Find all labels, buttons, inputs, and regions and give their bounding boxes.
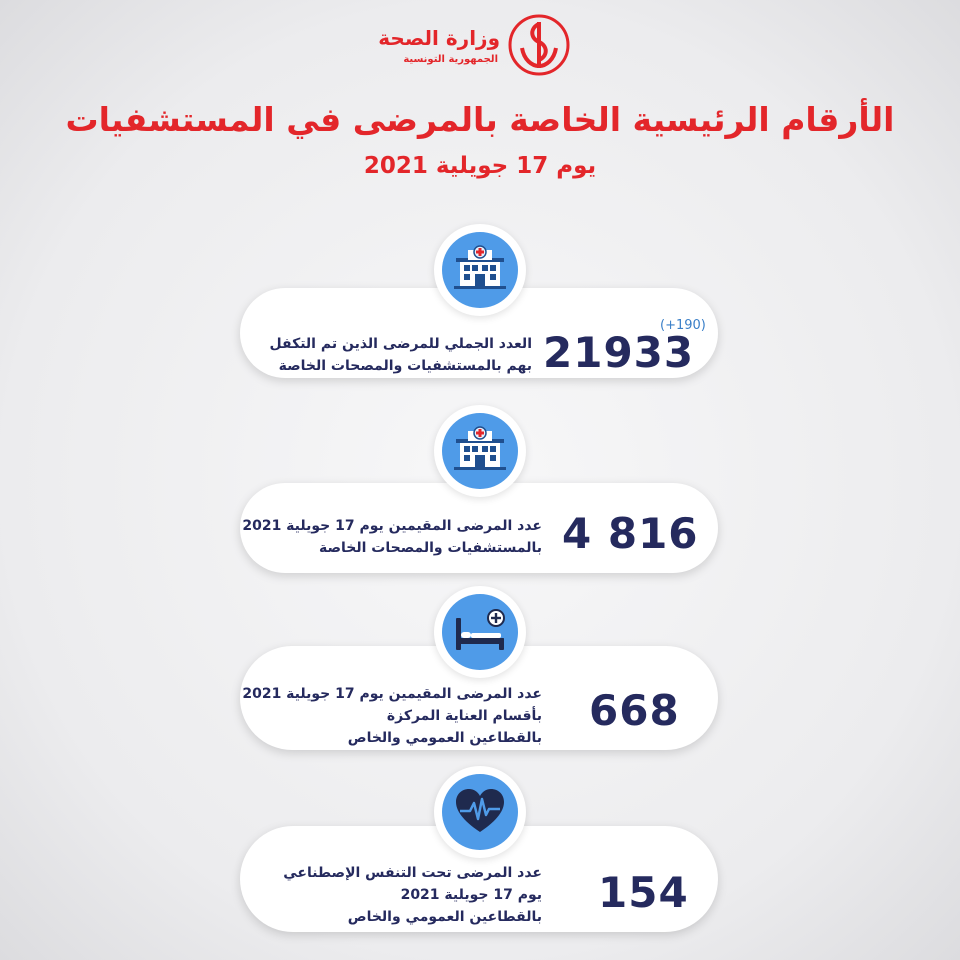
hospital-icon xyxy=(442,232,518,308)
ministry-logo xyxy=(378,12,570,82)
stat-label-icu: عدد المرضى المقيمين يوم 17 جويلية 2021 بأقسام العناية المركزة بالقطاعين العمومي والخاص xyxy=(242,686,542,746)
hospital-bed-icon xyxy=(442,594,518,670)
stat-value-icu: 668 xyxy=(589,686,680,735)
stat-delta-total-patients: (+190) xyxy=(660,318,706,333)
ministry-name: وزارة الصحة xyxy=(378,26,500,50)
stat-label-admitted: عدد المرضى المقيمين يوم 17 جويلية 2021 بالمستشفيات والمصحات الخاصة xyxy=(242,518,542,556)
hospital-icon xyxy=(442,413,518,489)
stat-label-ventilated: عدد المرضى تحت التنفس الإصطناعي يوم 17 جويلية 2021 بالقطاعين العمومي والخاص xyxy=(283,865,542,925)
stat-value-ventilated: 154 xyxy=(598,868,689,917)
stat-value-total-patients: 21933 xyxy=(543,328,695,377)
stat-badge-ventilated xyxy=(434,766,526,858)
stat-value-admitted: 4 816 xyxy=(562,509,699,558)
republic-name: الجمهورية التونسية xyxy=(403,54,498,65)
stat-badge-icu xyxy=(434,586,526,678)
page-date: يوم 17 جويلية 2021 xyxy=(363,153,597,179)
ministry-emblem-icon xyxy=(508,14,570,76)
stat-badge-total-patients xyxy=(434,224,526,316)
stat-label-total-patients: العدد الجملي للمرضى الذين تم التكفل بهم بالمستشفيات والمصحات الخاصة xyxy=(269,336,532,374)
page-title: الأرقام الرئيسية الخاصة بالمرضى في المستشفيات xyxy=(65,100,895,139)
stat-badge-admitted xyxy=(434,405,526,497)
heart-pulse-icon xyxy=(442,774,518,850)
